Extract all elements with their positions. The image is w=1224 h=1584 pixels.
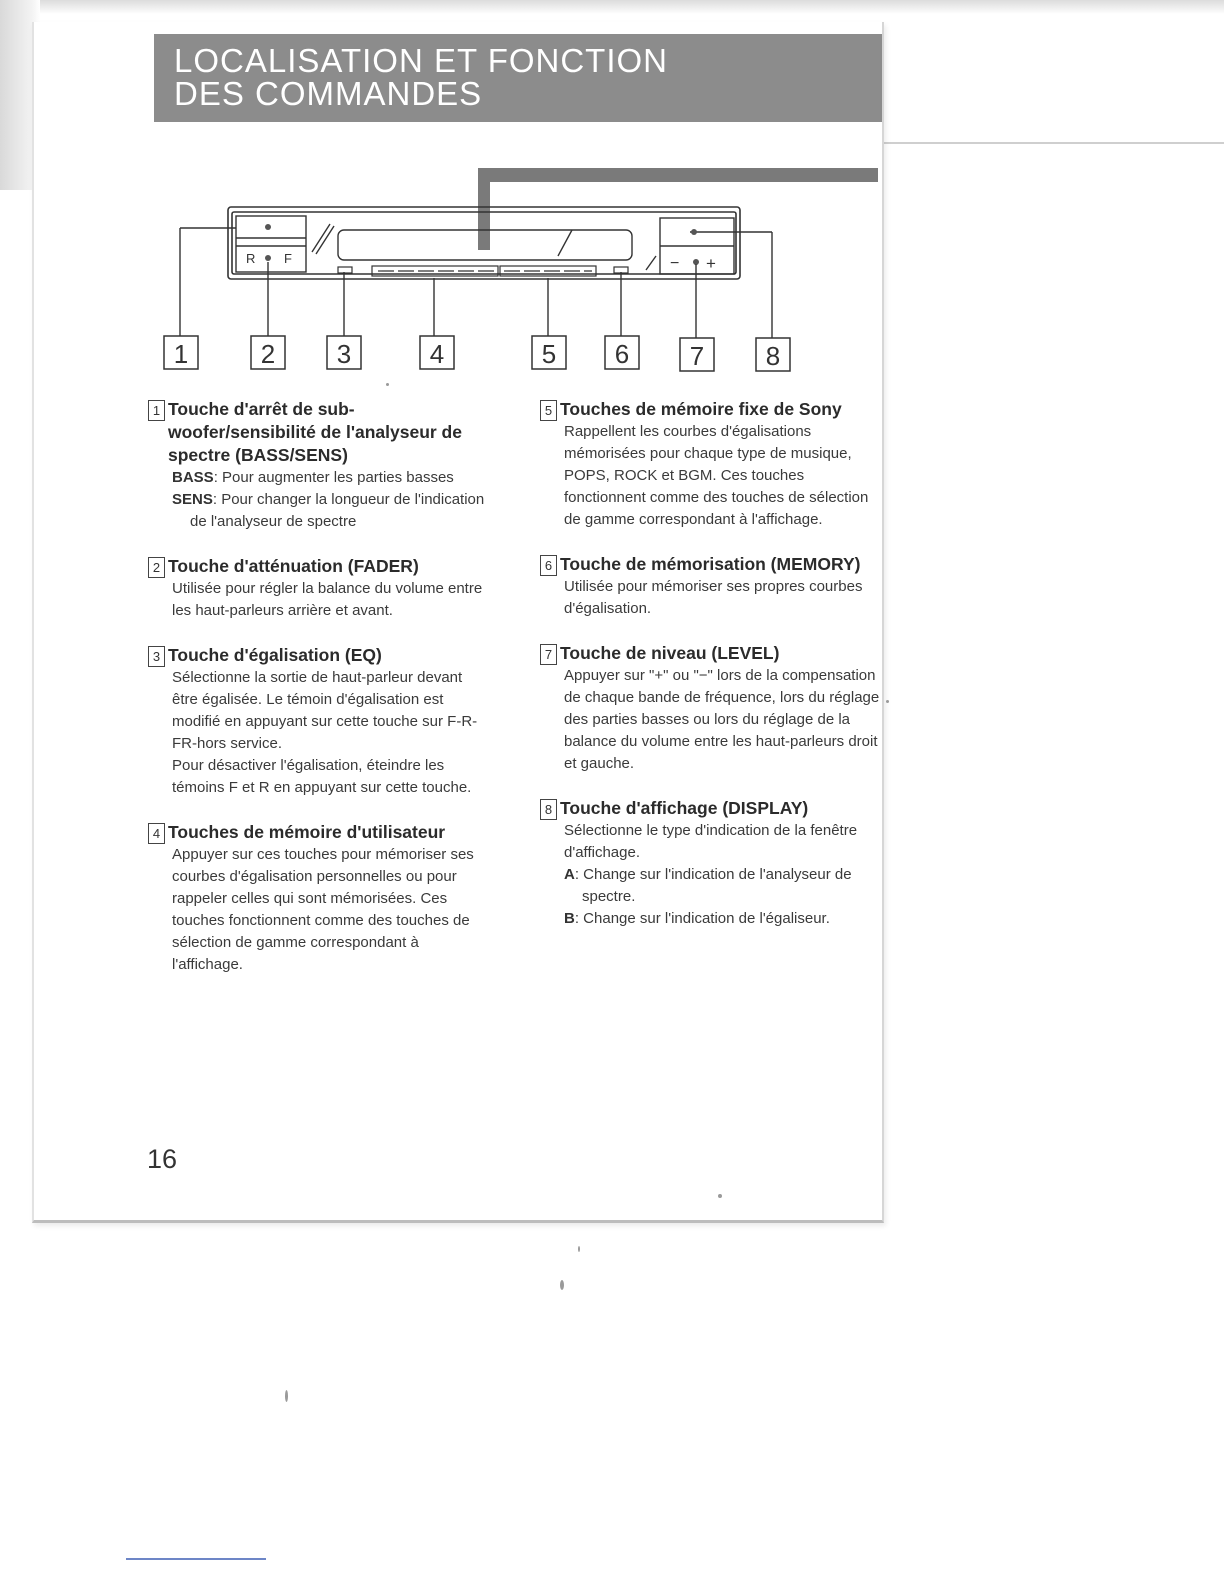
page-title-line1: LOCALISATION ET FONCTION [174, 42, 669, 79]
page-number: 16 [147, 1144, 178, 1174]
section-4 [148, 821, 488, 976]
section-5-heading [540, 398, 880, 421]
definition-text: : Pour changer la longueur de l'indication de l'analyseur de spectre [190, 491, 485, 530]
scan-speck [285, 1390, 288, 1402]
section-2-title: Touche d'atténuation (FADER) [168, 556, 419, 576]
section-8-heading [540, 797, 880, 820]
section-2-body [172, 578, 488, 622]
definition-term: SENS [172, 491, 213, 508]
section-8-body [564, 820, 880, 930]
right-column [540, 398, 880, 952]
section-1-number: 1 [148, 400, 165, 421]
callout-box-8 [756, 338, 790, 371]
section-3 [148, 644, 488, 799]
callout-box-3 [327, 336, 361, 369]
callout-number-7: 7 [689, 341, 705, 371]
section-8-text: Sélectionne le type d'indication de la fenêtre d'affichage. [564, 822, 858, 861]
front-panel-diagram [0, 0, 1224, 420]
scan-speck [718, 1194, 722, 1198]
section-3-heading [148, 644, 488, 667]
section-6-body [564, 576, 880, 620]
scan-speck [886, 700, 889, 703]
section-7-title: Touche de niveau (LEVEL) [560, 643, 780, 663]
section-6 [540, 553, 880, 620]
definition-term: B [564, 910, 575, 927]
fader-label-r: R [246, 251, 256, 266]
section-5-body [564, 421, 880, 531]
callout-box-1 [164, 336, 198, 369]
definition-text: : Pour augmenter les parties basses [213, 469, 454, 486]
section-1-title: Touche d'arrêt de sub-woofer/sensibilité de l'analyseur de spectre (BASS/SENS) [168, 399, 462, 465]
page-title-line2: DES COMMANDES [174, 75, 483, 112]
callout-number-4: 4 [429, 339, 445, 369]
section-7-text: Appuyer sur "+" ou "−" lors de la compensation de chaque bande de fréquence, lors du réglage des parties basses ou lors du réglage de la balance du volume entre les haut-parleurs droit et gauche. [564, 667, 880, 772]
callout-number-3: 3 [336, 339, 352, 369]
section-7-number: 7 [540, 644, 557, 665]
section-6-title: Touche de mémorisation (MEMORY) [560, 554, 861, 574]
section-4-heading [148, 821, 488, 844]
level-indicator [691, 229, 697, 235]
definition-term: BASS [172, 469, 214, 486]
scan-speck [560, 1280, 564, 1290]
section-3-text: Sélectionne la sortie de haut-parleur devant être égalisée. Le témoin d'égalisation est modifié en appuyant sur cette touche sur F-R-FR-hors service. [172, 669, 478, 752]
section-2-text: Utilisée pour régler la balance du volume entre les haut-parleurs arrière et avant. [172, 580, 483, 619]
definition-text: : Change sur l'indication de l'égaliseur. [574, 910, 830, 927]
callout-box-2 [251, 336, 285, 369]
callout-number-8: 8 [765, 341, 781, 371]
fader-label-f: F [284, 251, 292, 266]
section-1 [148, 398, 488, 533]
scan-speck [578, 1246, 580, 1252]
section-8-number: 8 [540, 799, 557, 820]
definition-a [564, 864, 880, 908]
fader-knob [265, 255, 271, 261]
fader-indicator [265, 224, 271, 230]
level-label-minus: − [670, 255, 680, 272]
callout-number-2: 2 [260, 339, 276, 369]
definition-b [564, 908, 880, 930]
section-6-heading [540, 553, 880, 576]
level-label-plus: + [706, 254, 716, 273]
section-8 [540, 797, 880, 930]
section-7 [540, 642, 880, 775]
section-4-text: Appuyer sur ces touches pour mémoriser ses courbes d'égalisation personnelles ou pour rappeler celles qui sont mémorisées. Ces touches fonctionnent comme des touches de sélection de gamme correspondant à l'affichage. [172, 846, 474, 973]
section-4-title: Touches de mémoire d'utilisateur [168, 822, 446, 842]
section-5-text: Rappellent les courbes d'égalisations mémorisées pour chaque type de musique, POPS, ROCK et BGM. Ces touches fonctionnent comme des touches de sélection de gamme correspondant à l'affichage. [564, 423, 869, 528]
section-1-body [172, 467, 488, 533]
section-6-number: 6 [540, 555, 557, 576]
section-4-number: 4 [148, 823, 165, 844]
definition-text: : Change sur l'indication de l'analyseur de spectre. [574, 866, 852, 905]
section-2-heading [148, 555, 488, 578]
section-3-number: 3 [148, 646, 165, 667]
bottom-rule [126, 1558, 266, 1560]
section-2 [148, 555, 488, 622]
diagram-connector [478, 168, 878, 250]
section-5-title: Touches de mémoire fixe de Sony [560, 399, 842, 419]
section-3-body [172, 667, 488, 799]
section-3-text-2: Pour désactiver l'égalisation, éteindre les témoins F et R en appuyant sur cette touche. [172, 757, 472, 796]
callout-number-5: 5 [541, 339, 557, 369]
section-8-title: Touche d'affichage (DISPLAY) [560, 798, 809, 818]
section-1-heading [148, 398, 488, 467]
callout-number-1: 1 [173, 339, 189, 369]
definition-sens [172, 489, 488, 533]
callout-box-6 [605, 336, 639, 369]
section-5-number: 5 [540, 400, 557, 421]
definition-bass [172, 467, 488, 489]
section-6-text: Utilisée pour mémoriser ses propres courbes d'égalisation. [564, 578, 863, 617]
section-5 [540, 398, 880, 531]
section-4-body [172, 844, 488, 976]
callout-box-7 [680, 338, 714, 371]
section-7-body [564, 665, 880, 775]
callout-box-5 [532, 336, 566, 369]
section-2-number: 2 [148, 557, 165, 578]
section-7-heading [540, 642, 880, 665]
left-column [148, 398, 488, 998]
callout-box-4 [420, 336, 454, 369]
fader-button-block [180, 216, 306, 340]
section-3-title: Touche d'égalisation (EQ) [168, 645, 382, 665]
definition-term: A [564, 866, 575, 883]
callout-number-6: 6 [614, 339, 630, 369]
scan-speck [386, 383, 389, 386]
